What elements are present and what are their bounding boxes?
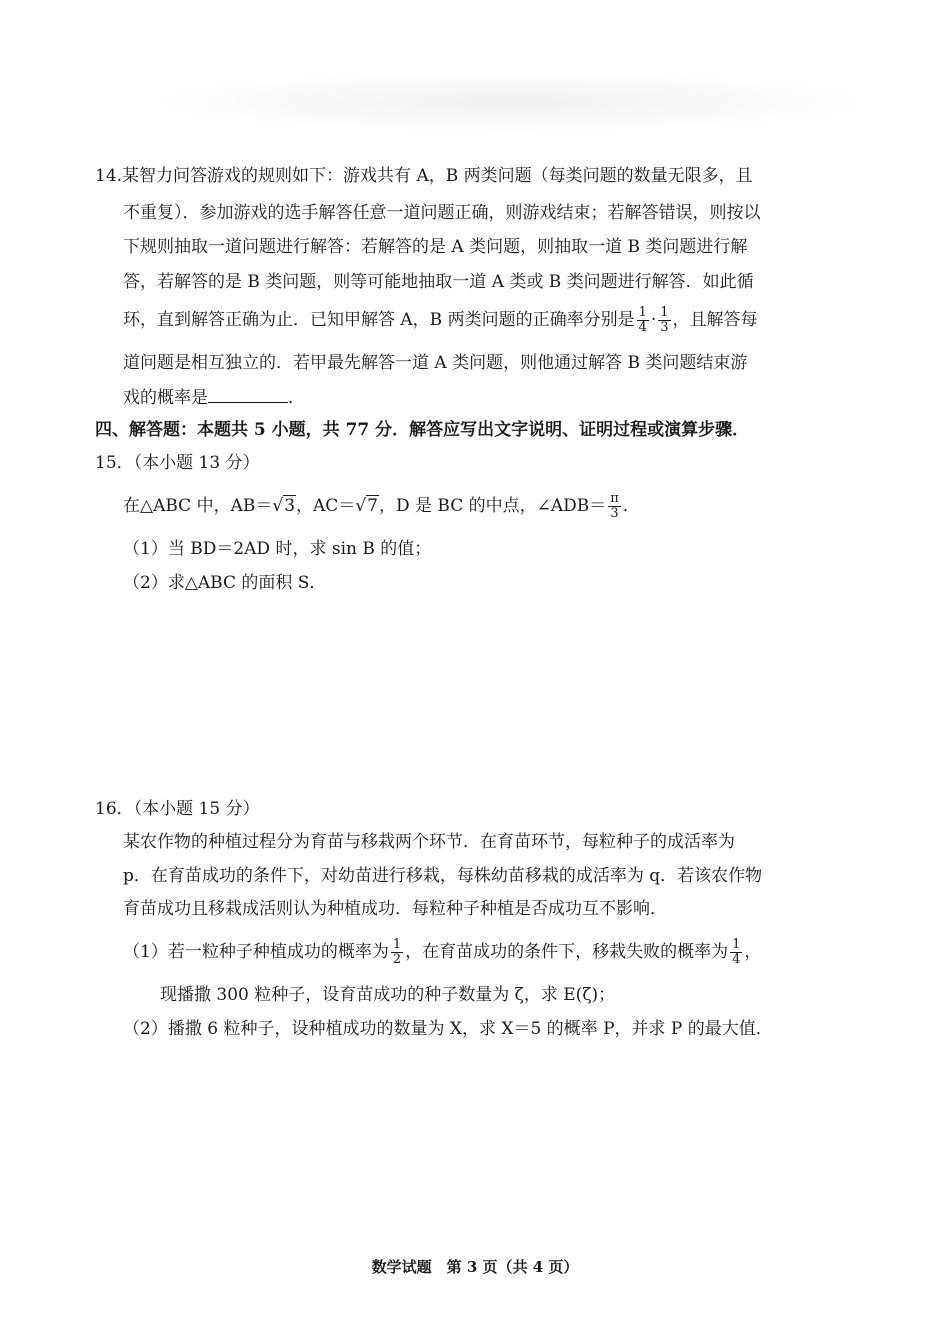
q14-line-6: 道问题是相互独立的．若甲最先解答一道 A 类问题，则他通过解答 B 类问题结束游 (123, 353, 748, 373)
q14-line-4: 答，若解答的是 B 类问题，则等可能地抽取一道 A 类或 B 类问题进行解答．如此循 (123, 272, 754, 292)
q14-line-7: 戏的概率是 ． (123, 388, 305, 408)
fraction-one-quarter-b: $\frac{1}{4}$ (732, 937, 741, 967)
fraction-one-half: $\frac{1}{2}$ (392, 937, 402, 967)
sqrt-3: √3 (272, 496, 296, 516)
answer-blank (208, 386, 288, 403)
q16-header: 16．（本小题 15 分） (95, 799, 260, 819)
fraction-one-quarter: $\frac{1}{4}$ (638, 305, 647, 335)
q16-part-2: （2）播撒 6 粒种子，设种植成功的数量为 X，求 X＝5 的概率 P，并求 P 的最大值． (123, 1019, 773, 1039)
fraction-pi-third: $\frac{\pi}{3}$ (610, 491, 619, 521)
q14-line-5: 环，直到解答正确为止．已知甲解答 A，B 两类问题的正确率分别是 $\frac{1}{4}$ · $\frac{1}{3}$ ，且解答每 (123, 305, 758, 335)
q16-line-3: 育苗成功且移栽成活则认为种植成功．每粒种子种植是否成功互不影响． (123, 899, 667, 919)
q14-line-3: 下规则抽取一道问题进行解答：若解答的是 A 类问题，则抽取一道 B 类问题进行解 (123, 237, 748, 257)
q14-number: 14. (95, 166, 123, 186)
section-heading: 四、解答题：本题共 5 小题，共 77 分．解答应写出文字说明、证明过程或演算步骤． (95, 420, 750, 440)
q14-line-1: 14.某智力问答游戏的规则如下：游戏共有 A，B 两类问题（每类问题的数量无限多，且 (95, 166, 753, 186)
q16-part-1: （1）若一粒种子种植成功的概率为 $\frac{1}{2}$ ，在育苗成功的条件下，移栽失败的概率为 $\frac{1}{4}$ ， (123, 937, 762, 967)
q15-header: 15．（本小题 13 分） (95, 453, 260, 473)
q15-stem: 在△ABC 中，AB＝√3，AC＝√7，D 是 BC 的中点，∠ADB＝ $\frac{\pi}{3}$ ． (123, 491, 640, 521)
q15-part-1: （1）当 BD＝2AD 时，求 sin B 的值； (123, 539, 432, 559)
fraction-one-third: $\frac{1}{3}$ (660, 305, 669, 335)
q16-line-2: p．在育苗成功的条件下，对幼苗进行移栽，每株幼苗移栽的成活率为 q．若该农作物 (123, 866, 763, 886)
page-footer: 数学试题 第 3 页（共 4 页） (371, 1258, 579, 1276)
q16-line-1: 某农作物的种植过程分为育苗与移栽两个环节．在育苗环节，每粒种子的成活率为 (123, 832, 735, 852)
q14-line-2: 不重复）．参加游戏的选手解答任意一道问题正确，则游戏结束；若解答错误，则按以 (123, 203, 761, 223)
q16-part-1-line-2: 现播撒 300 粒种子，设育苗成功的种子数量为 ζ，求 E(ζ)； (160, 985, 616, 1005)
scan-smudge (150, 72, 870, 132)
q15-part-2: （2）求△ABC 的面积 S． (123, 573, 327, 593)
sqrt-7: √7 (355, 496, 378, 516)
